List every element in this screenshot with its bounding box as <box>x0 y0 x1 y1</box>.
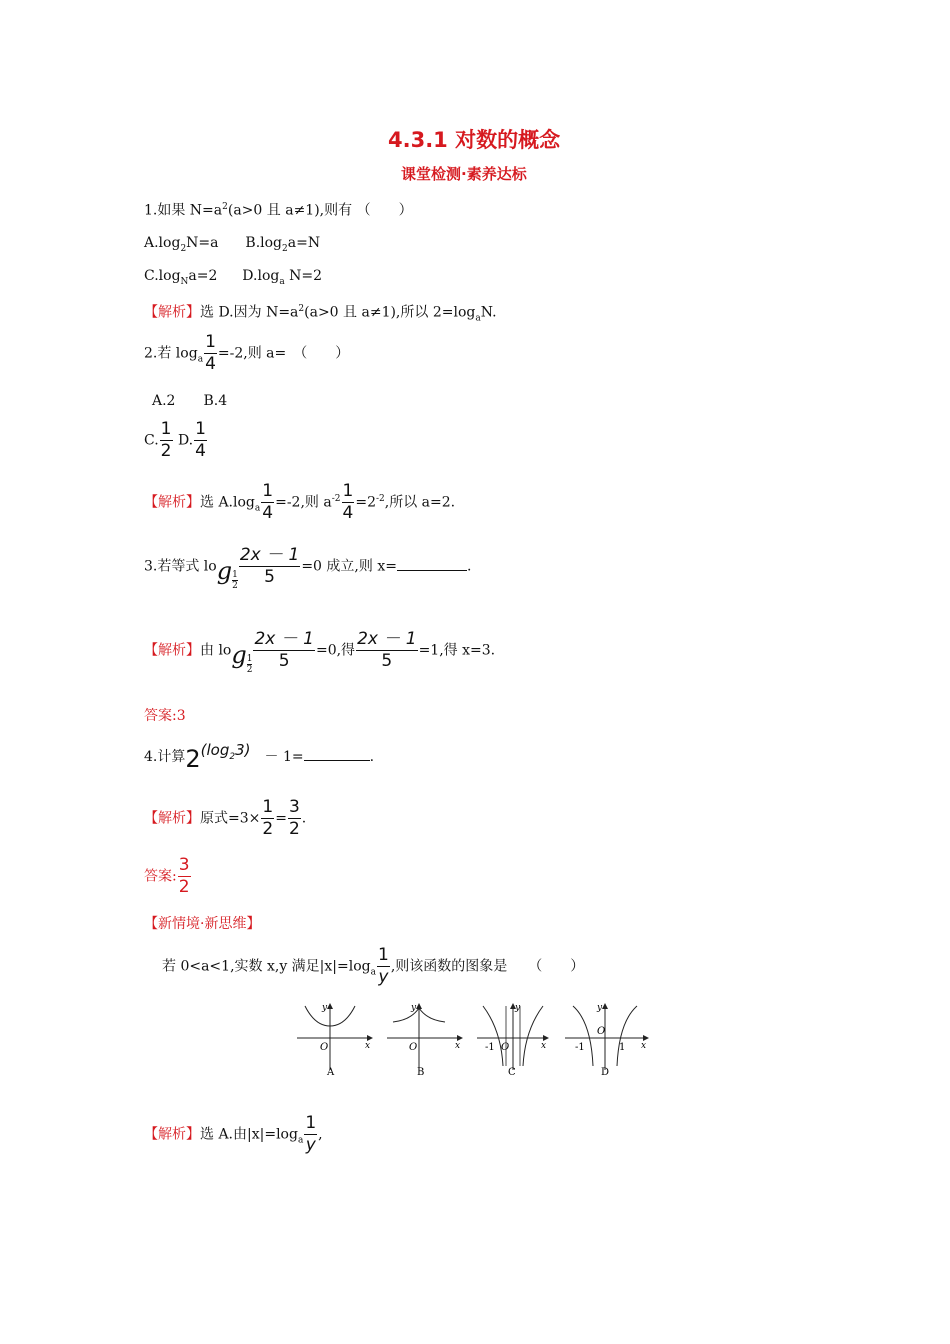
graph-d[interactable] <box>565 1003 649 1078</box>
graph-b-origin: O <box>409 1042 418 1053</box>
graph-a[interactable] <box>297 1003 373 1078</box>
graph-c-neg1: -1 <box>485 1042 495 1053</box>
graph-c-curve-right <box>523 1006 543 1066</box>
graph-c-x-label: x <box>541 1041 547 1051</box>
question-4-solution: 【解析】原式=3× $\frac{1}{2}$ = $\frac{3}{2}$ . <box>144 797 307 839</box>
question-3-answer: 答案:3 <box>144 708 186 724</box>
graph-d-pos1: 1 <box>619 1042 626 1053</box>
graph-c-origin: O <box>501 1042 510 1053</box>
graph-a-x-label: x <box>365 1041 371 1051</box>
new-situation-stem: 若 0<a<1,实数 x,y 满足$|x|=\log_a$ $\frac{1}{y}$ ,则该函数的图象是 （ ） <box>162 945 585 987</box>
option-b: $B.\log_2a=N$ <box>245 235 321 254</box>
graph-d-neg1: -1 <box>575 1042 585 1053</box>
question-3-solution: 【解析】由 log $\frac{1}{2}$ $\frac{2x - 1}{5}$ =0,得 $\frac{2x - 1}{5}$ =1,得 x=3. <box>144 629 496 675</box>
graph-d-curve-left <box>573 1006 593 1066</box>
question-4-answer: 答案: $\frac{3}{2}$ <box>144 855 190 897</box>
option-a: $A.\log_2N=a$ <box>144 235 219 254</box>
new-situation-solution: 【解析】选 A.由$|x|=\log_a$ $\frac{1}{y}$ , <box>144 1113 323 1155</box>
option-c: $C.\log_Na=2$ <box>144 268 218 287</box>
graph-d-curve-right <box>617 1006 637 1066</box>
function-graphs <box>293 1000 653 1082</box>
option-d: $D.\log_a$ N=2 <box>242 268 323 287</box>
graph-d-label: D <box>601 1067 610 1078</box>
question-2-solution: 【解析】选 $A.\log_a$ $\frac{1}{4}$ =-2,则 $a^{-2}$ $\frac{1}{4}$ $=2^{-2}$,所以 a=2. <box>144 481 456 523</box>
graph-b-y-label: y <box>411 1003 417 1013</box>
graph-c-y-label: y <box>515 1003 521 1013</box>
question-3-stem: 3.若等式 log $\frac{1}{2}$ $\frac{2x - 1}{5}$ =0 成立,则 x= . <box>144 545 472 591</box>
page-title: 4.3.1 对数的概念 <box>388 128 561 152</box>
graph-d-x-label: x <box>641 1041 647 1051</box>
graph-b-label: B <box>417 1067 425 1078</box>
question-1-options-cd <box>144 267 322 291</box>
page-subtitle: 课堂检测·素养达标 <box>401 165 527 183</box>
graph-b-x-label: x <box>455 1041 461 1051</box>
question-1-stem: 1.如果 $N=a^2(a>0$ 且 a≠1),则有 （ ） <box>144 202 413 219</box>
question-4-stem: 4.计算$2(\log_23)$ － 1= . <box>144 741 375 773</box>
graph-a-origin: O <box>320 1042 329 1053</box>
graph-d-y-label: y <box>597 1003 603 1013</box>
question-1-solution: 【解析】选 D.因为 $N=a^2(a>0$ 且 a≠1),所以 $2=\log_aN$. <box>144 304 497 324</box>
graph-a-y-label: y <box>322 1003 328 1013</box>
graph-d-origin: O <box>597 1026 606 1037</box>
question-1-options-ab <box>144 234 320 258</box>
question-2-stem: 2.若 $\log_a$ $\frac{1}{4}$ =-2,则 a= （ ） <box>144 332 350 374</box>
graph-c[interactable] <box>477 1003 549 1078</box>
graph-b[interactable] <box>387 1003 463 1078</box>
graph-c-label: C <box>508 1067 516 1078</box>
graph-c-curve-left <box>483 1006 503 1066</box>
graph-a-label: A <box>327 1067 335 1078</box>
question-2-options-cd: C. $\frac{1}{2}$ D. $\frac{1}{4}$ <box>144 419 206 461</box>
question-2-options-ab: A.2 B.4 <box>152 393 228 409</box>
new-situation-heading: 【新情境·新思维】 <box>144 916 261 932</box>
